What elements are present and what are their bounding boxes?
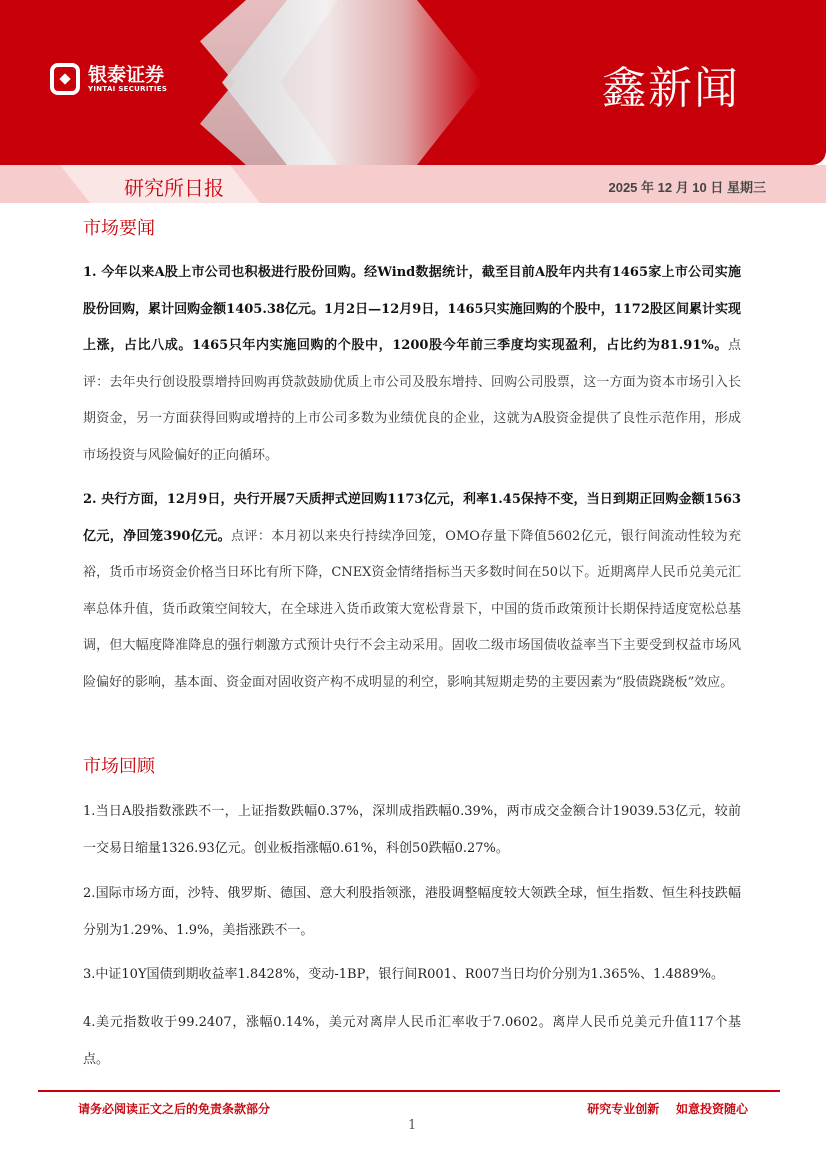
logo-cn: 银泰证券 [88,64,165,86]
footer-slogan: 研究专业创新 如意投资随心 [587,1102,748,1116]
logo [50,63,167,95]
report-type: 研究所日报 [124,176,224,200]
review-item: 2.国际市场方面，沙特、俄罗斯、德国、意大利股指领涨，港股调整幅度较大领跌全球，恒生指数、恒生科技跌幅分别为1.29%、1.9%，美指涨跌不一。 [83,886,741,938]
section-title-news: 市场要闻 [83,218,155,239]
news-headline: 1. 今年以来A股上市公司也积极进行股份回购。经Wind数据统计，截至目前A股年内共有1465家上市公司实施股份回购，累计回购金额1405.38亿元。1月2日—12月9日，1465只实施回购的个股中，1172股区间累计实现上涨，占比八成。1465只年内实施回购的个股中，1200股今年前三季度均实现盈利，占比约为81.91%。 [83,265,741,354]
footer-divider [38,1090,780,1092]
review-item: 4.美元指数收于99.2407，涨幅0.14%，美元对离岸人民币汇率收于7.0602。离岸人民币兑美元升值117个基点。 [83,1015,741,1067]
review-item: 3.中证10Y国债到期收益率1.8428%，变动-1BP，银行间R001、R007当日均价分别为1.365%、1.4889%。 [83,967,724,982]
news-item [83,482,741,702]
page-number: 1 [408,1118,417,1133]
review-item: 1.当日A股指数涨跌不一，上证指数跌幅0.37%，深圳成指跌幅0.39%，两市成交金额合计19039.53亿元，较前一交易日缩量1326.93亿元。创业板指涨幅0.61%，科创50跌幅0.27%。 [83,804,741,856]
news-item [83,255,741,475]
footer-disclaimer: 请务必阅读正文之后的免责条款部分 [78,1102,271,1116]
section-title-review: 市场回顾 [83,756,155,777]
logo-icon [50,63,80,95]
news-headline: 2. 央行方面，12月9日，央行开展7天质押式逆回购1173亿元，利率1.45保持不变，当日到期正回购金额1563亿元，净回笼390亿元。 [83,492,741,544]
brand-title: 鑫新闻 [602,63,740,114]
report-date: 2025 年 12 月 10 日 星期三 [608,180,766,195]
logo-en: YINTAI SECURITIES [88,85,168,93]
news-comment: 点评：本月初以来央行持续净回笼，OMO存量下降值5602亿元，银行间流动性较为充裕，货币市场资金价格当日环比有所下降，CNEX资金情绪指标当天多数时间在50以下。近期离岸人民币兑美元汇率总体升值，货币政策空间较大，在全球进入货币政策大宽松背景下，中国的货币政策预计长期保持适度宽松总基调，但大幅度降准降息的强行刺激方式预计央行不会主动采用。固收二级市场国债收益率当下主要受到权益市场风险偏好的影响，基本面、资金面对固收资产构不成明显的利空，影响其短期走势的主要因素为“股债跷跷板”效应。 [83,528,742,690]
news-comment: 点评：去年央行创设股票增持回购再贷款鼓励优质上市公司及股东增持、回购公司股票，这一方面为资本市场引入长期资金，另一方面获得回购或增持的上市公司多数为业绩优良的企业，这就为A股资金提供了良性示范作用，形成市场投资与风险偏好的正向循环。 [83,338,741,463]
